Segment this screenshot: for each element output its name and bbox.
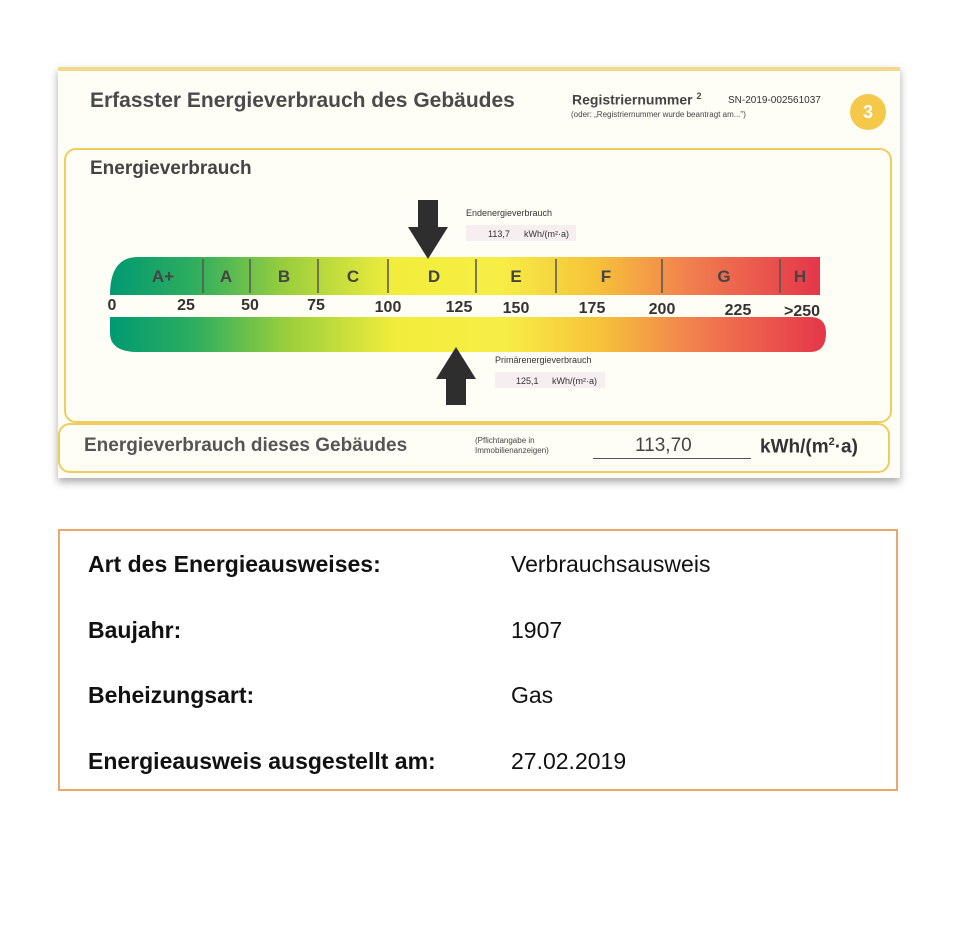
unit-tail: ·a) — [834, 436, 858, 458]
primary-energy-unit: kWh/(m²·a) — [552, 376, 597, 386]
page-number-badge: 3 — [850, 94, 886, 130]
tick-label: 100 — [374, 299, 402, 316]
tick-label: >250 — [783, 303, 821, 320]
tick-label: 125 — [445, 299, 473, 316]
info-label: Baujahr: — [88, 617, 182, 643]
mandatory-note-line-2: Immobilienanzeigen) — [475, 446, 549, 455]
section-title: Energieverbrauch — [90, 158, 252, 179]
primary-energy-value: 125,1 — [516, 376, 539, 386]
scale-band-bottom — [110, 317, 826, 352]
unit-superscript: 2 — [828, 436, 835, 448]
class-label: B — [277, 267, 291, 286]
primary-energy-arrow-icon — [436, 347, 476, 405]
info-value: 27.02.2019 — [511, 748, 627, 774]
class-label: G — [717, 267, 731, 286]
info-label: Beheizungsart: — [88, 682, 255, 708]
end-energy-unit: kWh/(m²·a) — [524, 229, 569, 239]
certificate-info-box — [58, 529, 898, 791]
primary-energy-label: Primärenergieverbrauch — [495, 355, 592, 365]
class-label: A+ — [151, 267, 175, 286]
end-energy-label: Endenergieverbrauch — [466, 208, 553, 218]
class-label: E — [510, 267, 522, 286]
class-label: H — [793, 267, 807, 286]
info-label: Art des Energieausweises: — [88, 551, 381, 577]
registration-note: (oder: „Registriernummer wurde beantragt am...") — [571, 110, 746, 119]
tick-label: 50 — [241, 297, 259, 314]
registration-number: SN-2019-002561037 — [728, 95, 821, 106]
tick-label: 75 — [307, 297, 325, 314]
energy-certificate-image — [58, 67, 900, 478]
building-consumption-value: 113,70 — [635, 435, 692, 456]
tick-label: 175 — [578, 300, 606, 317]
building-consumption-label: Energieverbrauch dieses Gebäudes — [84, 435, 408, 456]
class-label: F — [600, 267, 612, 286]
scale-band-top — [110, 257, 820, 295]
tick-label: 150 — [502, 300, 530, 317]
building-consumption-unit — [760, 436, 858, 458]
info-value: 1907 — [511, 617, 563, 643]
tick-label: 200 — [648, 301, 676, 318]
end-energy-arrow-icon — [408, 200, 448, 259]
tick-label: 25 — [177, 297, 195, 314]
class-label: A — [219, 267, 233, 286]
info-value: Gas — [511, 682, 554, 708]
building-consumption-panel — [58, 423, 890, 473]
value-underline — [593, 458, 751, 459]
class-label: D — [427, 267, 441, 286]
certificate-title: Erfasster Energieverbrauch des Gebäudes — [90, 89, 515, 112]
class-label: C — [346, 267, 360, 286]
energy-scale — [58, 67, 900, 419]
end-energy-value: 113,7 — [488, 229, 510, 239]
tick-label: 0 — [107, 297, 117, 314]
mandatory-note — [475, 436, 549, 456]
unit-base: kWh/(m — [760, 436, 829, 458]
registration-footnote: 2 — [696, 91, 702, 101]
info-label: Energieausweis ausgestellt am: — [88, 748, 436, 774]
registration-label-text: Registriernummer — [572, 91, 693, 108]
mandatory-note-line-1: (Pflichtangabe in — [475, 436, 535, 445]
info-value: Verbrauchsausweis — [511, 551, 711, 577]
tick-label: 225 — [724, 302, 752, 319]
